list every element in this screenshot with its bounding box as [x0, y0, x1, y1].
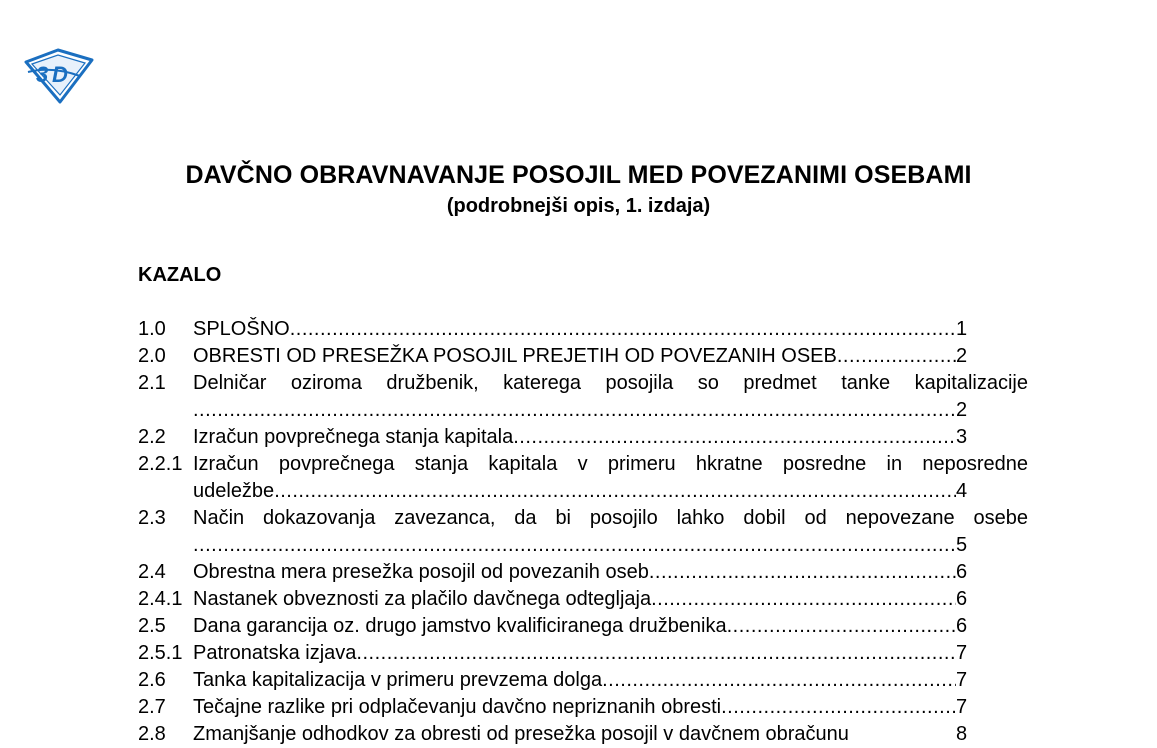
- toc-text: Način dokazovanja zavezanca, da bi posojilo lahko dobil od nepovezane osebe: [193, 507, 1028, 529]
- toc-number: 2.2: [138, 426, 166, 448]
- toc-entry[interactable]: [138, 586, 1028, 613]
- toc-number: 2.7: [138, 696, 166, 718]
- toc-entry[interactable]: [138, 424, 1028, 451]
- toc-leader-dots: [513, 424, 956, 451]
- toc-text: OBRESTI OD PRESEŽKA POSOJIL PREJETIH OD POVEZANIH OSEB: [193, 345, 837, 367]
- toc-entry[interactable]: [138, 667, 1028, 694]
- toc-page: 7: [956, 642, 968, 664]
- toc-entry[interactable]: [138, 613, 1028, 640]
- toc-page: 2: [956, 399, 968, 421]
- toc-entry-continuation[interactable]: [138, 478, 1028, 505]
- toc-leader-dots: [193, 532, 956, 559]
- toc-text: Izračun povprečnega stanja kapitala: [193, 426, 514, 448]
- toc-entry[interactable]: [138, 316, 1028, 343]
- toc-page: 3: [956, 426, 968, 448]
- toc-page: 6: [956, 561, 968, 583]
- toc-text: Izračun povprečnega stanja kapitala v primeru hkratne posredne in neposredne: [193, 453, 1028, 475]
- toc-text: Zmanjšanje odhodkov za obresti od presežka posojil v davčnem obračunu: [193, 723, 849, 745]
- toc-page: 5: [956, 534, 968, 556]
- toc-entry[interactable]: [138, 721, 1028, 748]
- toc-leader-dots: [274, 478, 956, 505]
- toc-number: 2.3: [138, 507, 166, 529]
- toc-text: SPLOŠNO: [193, 318, 290, 340]
- toc-entry-continuation[interactable]: [138, 532, 1028, 559]
- document-title: DAVČNO OBRAVNAVANJE POSOJIL MED POVEZANIMI OSEBAMI: [185, 161, 972, 189]
- table-of-contents: [138, 316, 1028, 748]
- svg-text:D: D: [52, 62, 68, 87]
- company-logo-icon: [22, 46, 96, 104]
- toc-text: Nastanek obveznosti za plačilo davčnega odtegljaja: [193, 588, 652, 610]
- toc-leader-dots: [721, 694, 956, 721]
- toc-number: 1.0: [138, 318, 166, 340]
- toc-entry-continuation[interactable]: [138, 397, 1028, 424]
- toc-leader-dots: [356, 640, 956, 667]
- toc-number: 2.4: [138, 561, 166, 583]
- toc-text: Delničar oziroma družbenik, katerega posojila so predmet tanke kapitalizacije: [193, 372, 1028, 394]
- toc-heading: KAZALO: [138, 264, 222, 286]
- toc-entry[interactable]: [138, 559, 1028, 586]
- toc-entry[interactable]: [138, 343, 1028, 370]
- toc-page: 1: [956, 318, 968, 340]
- toc-page: 7: [956, 669, 968, 691]
- toc-entry[interactable]: [138, 451, 1028, 478]
- toc-leader-dots: [649, 559, 956, 586]
- toc-leader-dots: [651, 586, 956, 613]
- toc-entry[interactable]: [138, 505, 1028, 532]
- toc-leader-dots: [290, 316, 956, 343]
- toc-number: 2.8: [138, 723, 166, 745]
- toc-number: 2.5.1: [138, 642, 183, 664]
- toc-page: 6: [956, 615, 968, 637]
- toc-text: Tanka kapitalizacija v primeru prevzema dolga: [193, 669, 603, 691]
- toc-number: 2.1: [138, 372, 166, 394]
- svg-text:3: 3: [36, 62, 49, 87]
- toc-number: 2.2.1: [138, 453, 183, 475]
- toc-leader-dots: [193, 397, 956, 424]
- toc-entry[interactable]: [138, 640, 1028, 667]
- toc-page: 6: [956, 588, 968, 610]
- toc-text: Patronatska izjava: [193, 642, 357, 664]
- toc-number: 2.4.1: [138, 588, 183, 610]
- toc-page: 2: [956, 345, 968, 367]
- toc-entry[interactable]: [138, 694, 1028, 721]
- toc-leader-dots: [602, 667, 956, 694]
- toc-leader-dots: [727, 613, 956, 640]
- toc-text: Dana garancija oz. drugo jamstvo kvalificiranega družbenika: [193, 615, 727, 637]
- document-subtitle: (podrobnejši opis, 1. izdaja): [446, 195, 711, 217]
- toc-leader-dots: [837, 343, 956, 370]
- toc-page: 7: [956, 696, 968, 718]
- toc-number: 2.0: [138, 345, 166, 367]
- toc-text: Tečajne razlike pri odplačevanju davčno nepriznanih obresti: [193, 696, 722, 718]
- toc-number: 2.5: [138, 615, 166, 637]
- toc-number: 2.6: [138, 669, 166, 691]
- toc-text-continuation: udeležbe: [193, 480, 275, 502]
- toc-page: 8: [956, 723, 968, 745]
- toc-entry[interactable]: [138, 370, 1028, 397]
- toc-text: Obrestna mera presežka posojil od povezanih oseb: [193, 561, 649, 583]
- toc-page: 4: [956, 480, 968, 502]
